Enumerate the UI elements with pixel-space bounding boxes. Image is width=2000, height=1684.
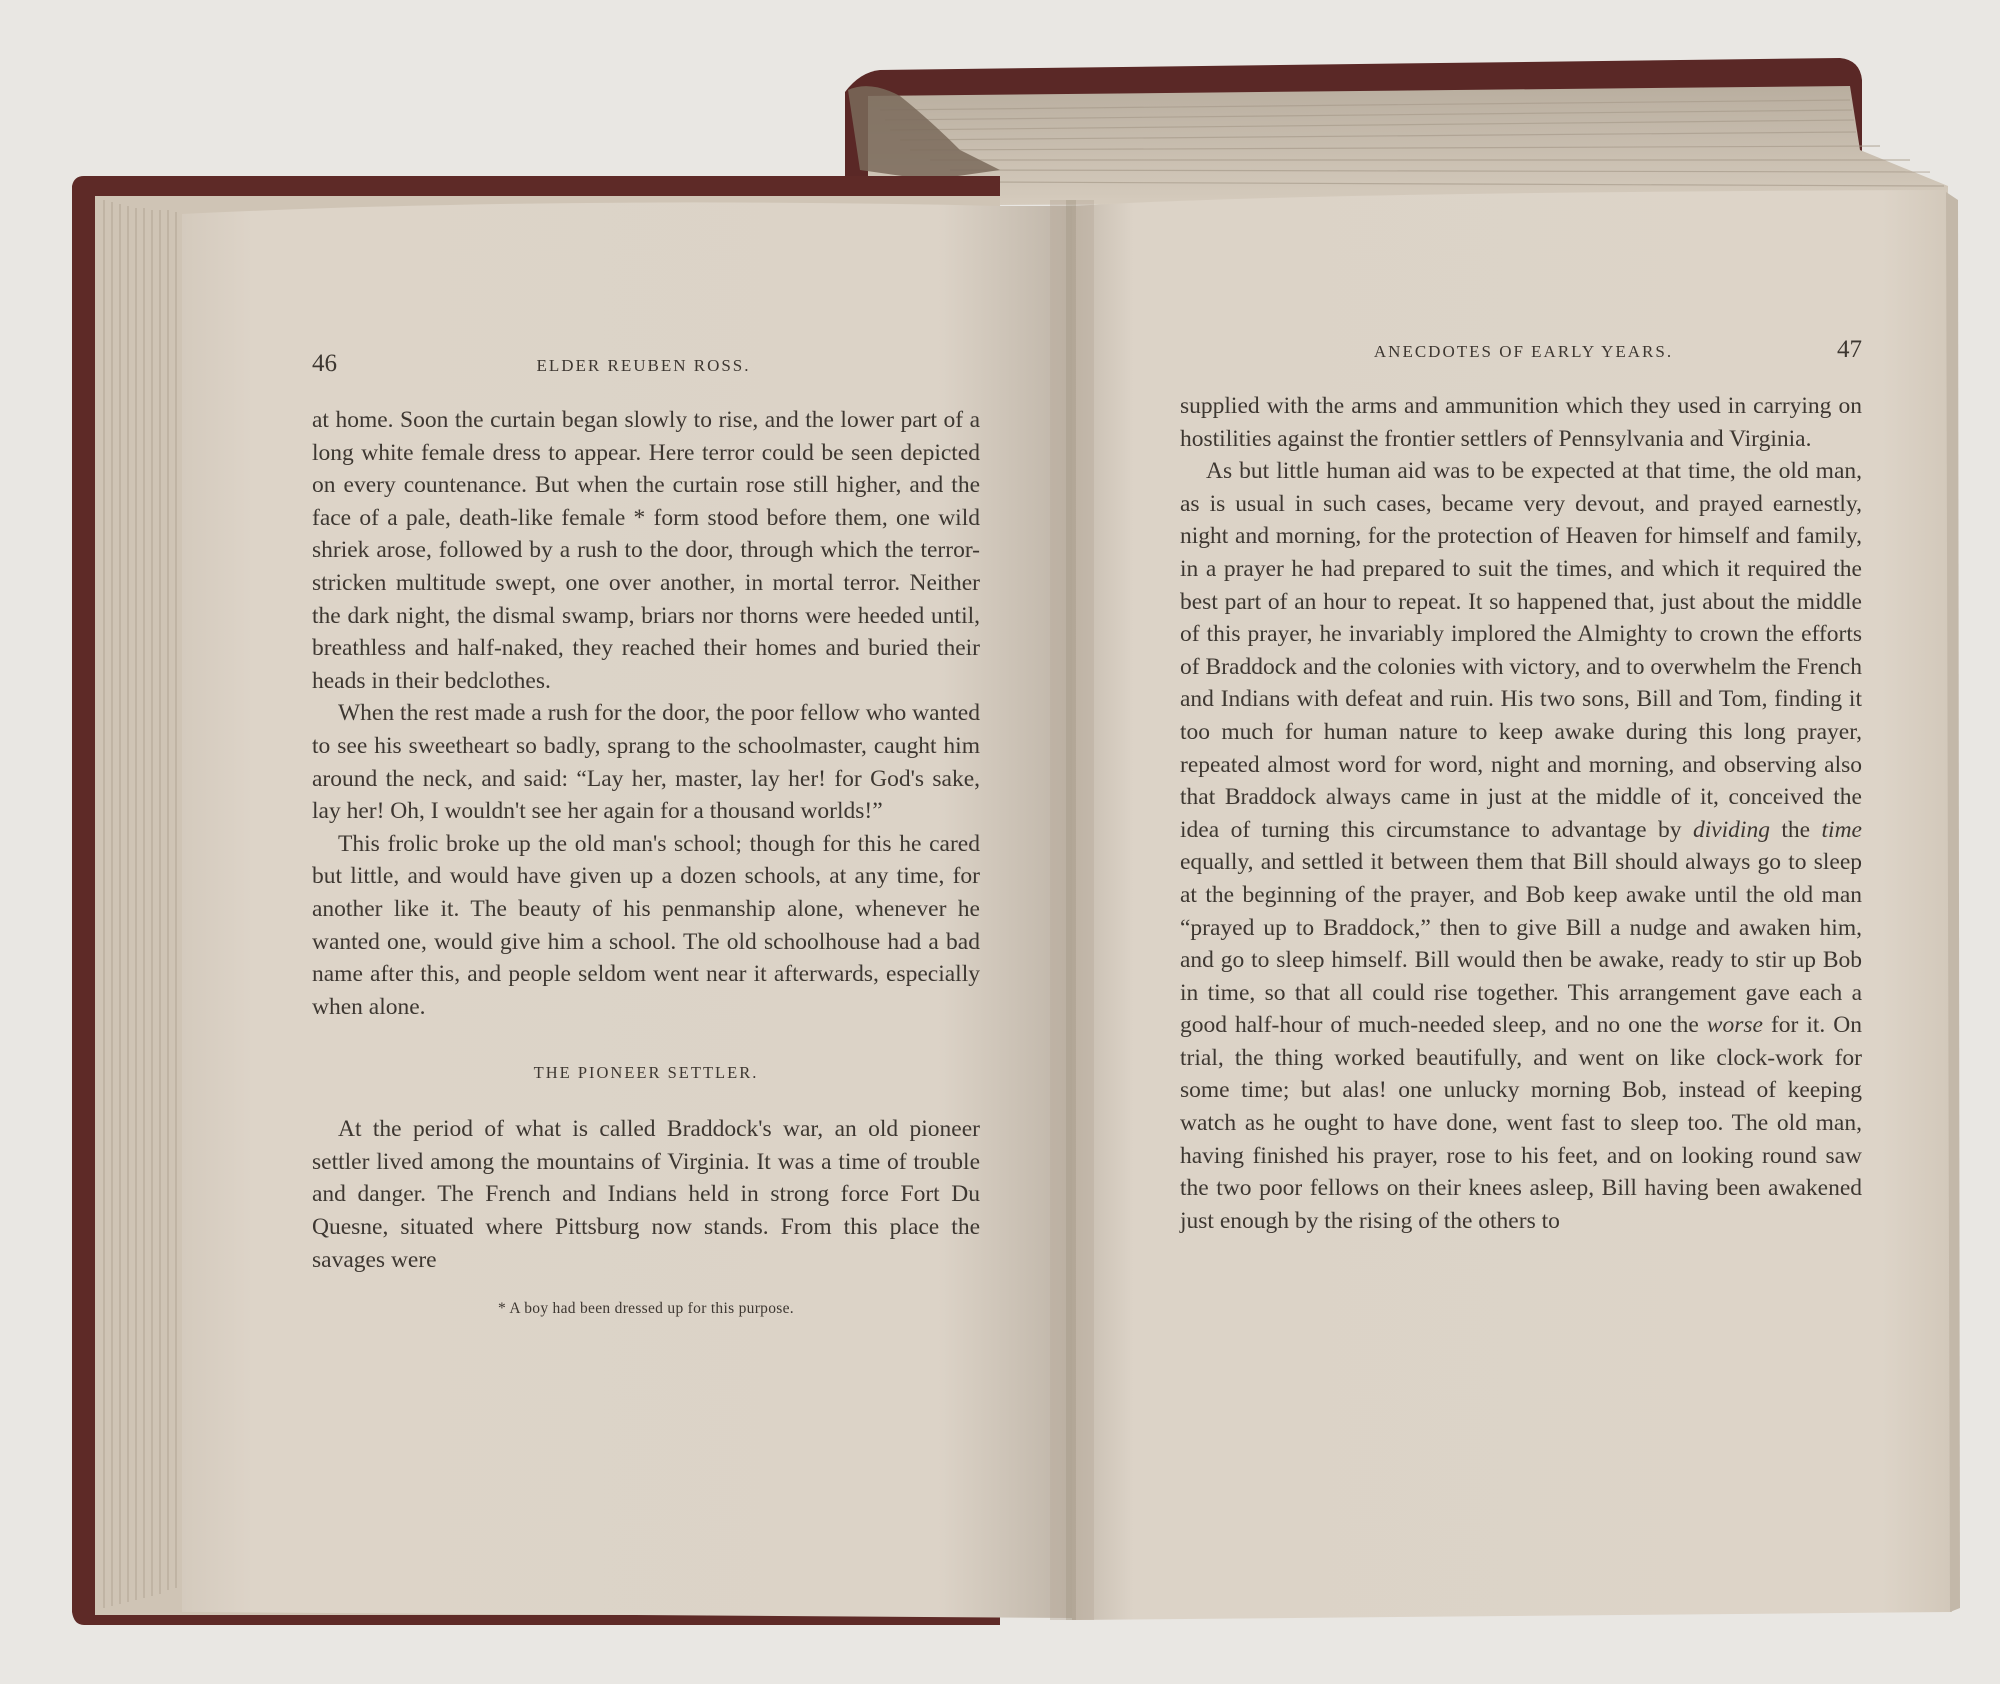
- left-paragraph-2: When the rest made a rush for the door, the poor fellow who wanted to see his sweetheart so badly, sprang to the schoolmaster, caught him around the neck, and said: “Lay her, master, lay her! for God's sake, lay her! Oh, I wouldn't see her again for a thousand worlds!”: [312, 700, 980, 825]
- section-title: THE PIONEER SETTLER.: [533, 1063, 759, 1083]
- italic-worse: worse: [1706, 1012, 1763, 1039]
- italic-dividing: dividing: [1692, 816, 1770, 843]
- right-running-head: ANECDOTES OF EARLY YEARS.: [1373, 342, 1674, 361]
- right-page-number: 47: [1837, 336, 1862, 363]
- right-paragraph-2: [1180, 455, 1862, 1237]
- right-page-edges: [868, 86, 1948, 205]
- right-paragraph-2-part-4: for it. On trial, the thing worked beautifully, and went on like clock-work for some time; but alas! one unlucky morning Bob, instead of keeping watch as he ought to have done, went fast to sleep too. The old man, having finished his prayer, rose to his feet, and on looking round saw the two poor fellows on their knees asleep, Bill having been awakened just enough by the rising of the others to: [1180, 1012, 1862, 1234]
- right-paragraph-1: supplied with the arms and ammunition which they used in carrying on hostilities against the frontier settlers of Pennsylvania and Virginia.: [1180, 393, 1862, 452]
- left-page-header: [312, 350, 980, 378]
- left-paragraph-3: This frolic broke up the old man's school; though for this he cared but little, and would have given up a dozen schools, at any time, for another like it. The beauty of his penmanship alone, whenever he wanted one, would give him a school. The old schoolhouse had a bad name after this, and people seldom went near it afterwards, especially when alone.: [312, 830, 980, 1020]
- right-paragraph-2-part-2: the: [1769, 816, 1822, 843]
- left-page-number: 46: [312, 350, 337, 377]
- right-page-text: [1180, 336, 1862, 1237]
- section-paragraph: At the period of what is called Braddock's war, an old pioneer settler lived among the mountains of Virginia. It was a time of trouble and danger. The French and Indians held in strong force Fort Du Quesne, situated where Pittsburg now stands. From this place the savages were: [312, 1116, 980, 1273]
- right-paragraph-2-part-3: equally, and settled it between them that Bill should always go to sleep at the beginning of the prayer, and Bob keep awake until the old man “prayed up to Braddock,” then to give Bill a nudge and awaken him, and go to sleep himself. Bill would then be awake, ready to stir up Bob in time, so that all could rise together. This arrangement gave each a good half-hour of much-needed sleep, and no one the: [1180, 849, 1862, 1039]
- left-page-text: [312, 350, 980, 1318]
- italic-time: time: [1821, 816, 1862, 843]
- footnote: * A boy had been dressed up for this purpose.: [498, 1300, 794, 1318]
- left-paragraph-1: at home. Soon the curtain began slowly to rise, and the lower part of a long white female dress to appear. Here terror could be seen depicted on every countenance. But when the curtain rose still higher, and the face of a pale, death-like female * form stood before them, one wild shriek arose, followed by a rush to the door, through which the terror-stricken multitude swept, one over another, in mortal terror. Neither the dark night, the dismal swamp, briars nor thorns were heeded until, breathless and half-naked, they reached their homes and buried their heads in their bedclothes.: [312, 407, 980, 694]
- right-paragraph-2-part-1: As but little human aid was to be expected at that time, the old man, as is usual in such cases, became very devout, and prayed earnestly, night and morning, for the protection of Heaven for himself and family, in a prayer he had prepared to suit the times, and which it required the best part of an hour to repeat. It so happened that, just about the middle of this prayer, he invariably implored the Almighty to crown the efforts of Braddock and the colonies with victory, and to overwhelm the French and Indians with defeat and ruin. His two sons, Bill and Tom, finding it too much for human nature to keep awake during this long prayer, repeated almost word for word, night and morning, and observing also that Braddock always came in just at the middle of it, conceived the idea of turning this circumstance to advantage by: [1180, 458, 1862, 843]
- left-running-head: ELDER REUBEN ROSS.: [536, 356, 751, 375]
- right-page-header: [1180, 336, 1862, 364]
